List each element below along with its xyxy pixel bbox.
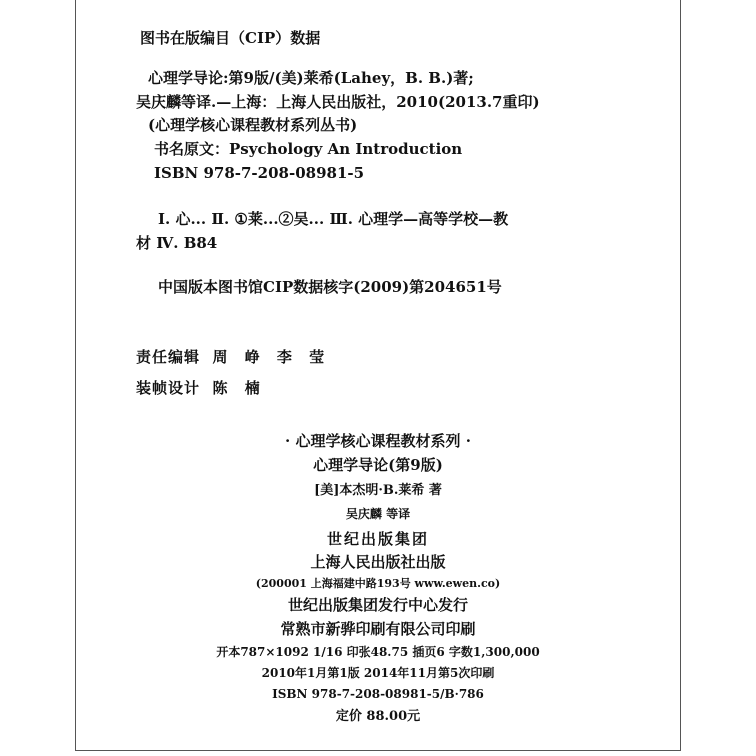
cip-data-number: 中国版本图书馆CIP数据核字(2009)第204651号 xyxy=(158,278,502,296)
cip-entry-line-5: ISBN 978-7-208-08981-5 xyxy=(154,164,365,182)
cip-entry-line-4: 书名原文：Psychology An Introduction xyxy=(154,140,463,158)
cip-entry-line-2: 吴庆麟等译.—上海：上海人民出版社，2010(2013.7重印) xyxy=(136,93,540,111)
design-label: 装帧设计 xyxy=(136,379,201,397)
editor-credit xyxy=(136,350,330,365)
publishing-group: 世纪出版集团 xyxy=(326,530,429,548)
author-line: [美]本杰明·B.莱希 著 xyxy=(314,483,442,498)
design-name: 陈 楠 xyxy=(212,379,266,397)
translator-line: 吴庆麟 等译 xyxy=(345,507,411,521)
publisher-address: (200001 上海福建中路193号 www.ewen.co) xyxy=(255,577,501,590)
cip-entry-line-3: (心理学核心课程教材系列丛书) xyxy=(148,116,358,134)
cip-classification-line-1: Ⅰ. 心... Ⅱ. ①莱...②吴... Ⅲ. 心理学—高等学校—教 xyxy=(158,210,509,228)
distributor-line: 世纪出版集团发行中心发行 xyxy=(287,596,468,614)
design-credit xyxy=(136,381,266,396)
edition-line: 2010年1月第1版 2014年11月第5次印刷 xyxy=(261,666,495,680)
editor-label: 责任编辑 xyxy=(136,348,201,366)
cip-classification-line-2: 材 Ⅳ. B84 xyxy=(136,234,218,252)
price-line: 定价 88.00元 xyxy=(335,709,421,724)
publisher-line: 上海人民出版社出版 xyxy=(310,553,446,571)
series-name: · 心理学核心课程教材系列 · xyxy=(285,432,471,450)
printer-line: 常熟市新骅印刷有限公司印刷 xyxy=(280,620,476,638)
editor-names: 周 峥 李 莹 xyxy=(212,348,331,366)
cip-entry-line-1: 心理学导论:第9版/(美)莱希(Lahey，B. B.)著; xyxy=(148,69,474,87)
book-title: 心理学导论(第9版) xyxy=(313,456,443,474)
isbn-line: ISBN 978-7-208-08981-5/B·786 xyxy=(272,687,484,701)
cip-header: 图书在版编目（CIP）数据 xyxy=(140,29,321,47)
page-frame xyxy=(75,0,681,751)
specs-line: 开本787×1092 1/16 印张48.75 插页6 字数1,300,000 xyxy=(216,645,540,659)
